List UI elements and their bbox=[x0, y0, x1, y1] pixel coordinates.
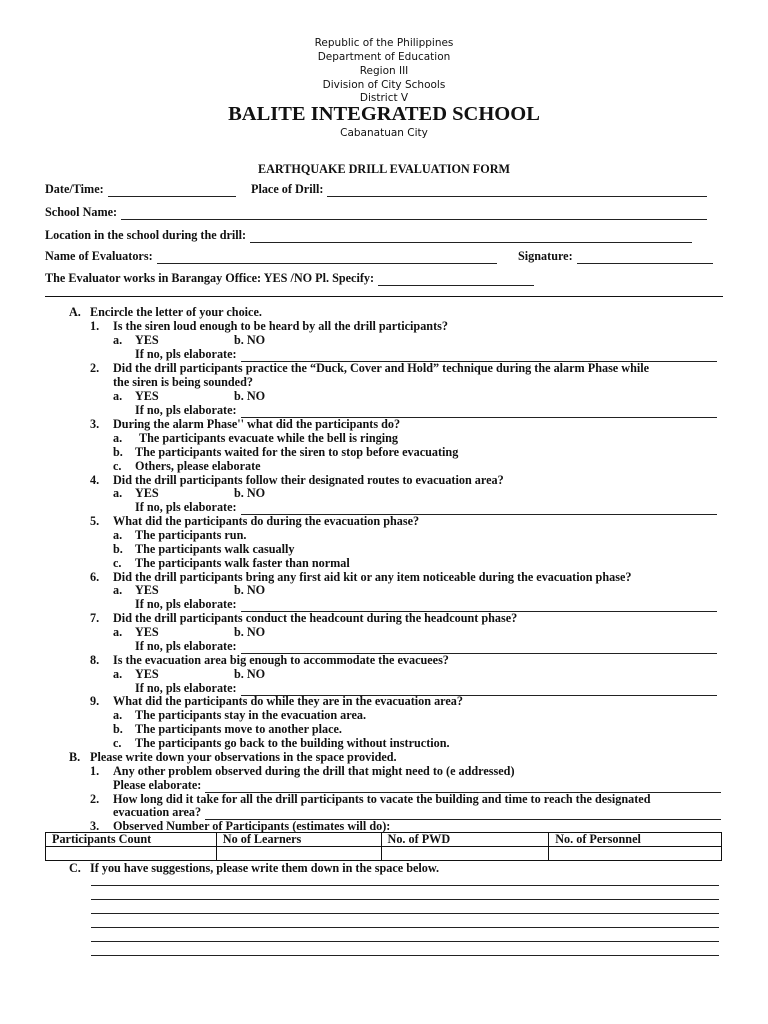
field-evaluators[interactable] bbox=[45, 249, 497, 264]
q5-option-c-letter[interactable]: c. bbox=[113, 556, 122, 570]
suggestion-line[interactable] bbox=[91, 927, 719, 928]
field-signature-line[interactable] bbox=[577, 252, 713, 264]
header-division: Division of City Schools bbox=[322, 79, 446, 91]
q5-option-b-letter[interactable]: b. bbox=[113, 542, 123, 556]
q2-option-no[interactable]: b. NO bbox=[234, 389, 266, 403]
field-school-name[interactable] bbox=[45, 205, 707, 220]
cell-no-of-pwd[interactable] bbox=[381, 847, 549, 861]
field-location[interactable] bbox=[45, 228, 692, 243]
field-evaluators-line[interactable] bbox=[157, 252, 497, 264]
section-a-title: Encircle the letter of your choice. bbox=[90, 305, 262, 319]
header-region: Region III bbox=[359, 65, 409, 77]
cell-participants-count[interactable] bbox=[46, 847, 217, 861]
form-title: EARTHQUAKE DRILL EVALUATION FORM bbox=[257, 162, 511, 176]
cell-no-of-personnel[interactable] bbox=[549, 847, 722, 861]
field-barangay-line[interactable] bbox=[378, 274, 534, 286]
q1-option-no[interactable]: b. NO bbox=[234, 333, 266, 347]
q9-option-b-letter[interactable]: b. bbox=[113, 722, 123, 736]
q4-elaborate[interactable] bbox=[135, 500, 717, 515]
q6-number: 6. bbox=[90, 570, 100, 584]
q7-option-no[interactable]: b. NO bbox=[234, 625, 266, 639]
field-school-name-label: School Name: bbox=[45, 205, 118, 219]
q8-option-no[interactable]: b. NO bbox=[234, 667, 266, 681]
q6-text: Did the drill participants bring any first aid kit or any item noticeable during the evacuation phase? bbox=[113, 570, 632, 584]
q2-text-line1: Did the drill participants practice the “Duck, Cover and Hold” technique during the alarm Phase while bbox=[113, 361, 650, 375]
q1-elaborate[interactable] bbox=[135, 347, 717, 362]
section-c-title: If you have suggestions, please write them down in the space below. bbox=[90, 861, 440, 875]
header-district: District V bbox=[359, 92, 409, 104]
section-c-marker: C. bbox=[69, 861, 81, 875]
suggestion-line[interactable] bbox=[91, 913, 719, 914]
q8-option-yes[interactable]: YES bbox=[135, 667, 159, 681]
b2-number: 2. bbox=[90, 792, 100, 806]
header-republic: Republic of the Philippines bbox=[314, 37, 454, 49]
b2-answer[interactable] bbox=[113, 805, 721, 820]
suggestion-line[interactable] bbox=[91, 885, 719, 886]
b1-elaborate-label: Please elaborate: bbox=[113, 778, 202, 792]
header-department: Department of Education bbox=[317, 51, 451, 63]
suggestion-line[interactable] bbox=[91, 899, 719, 900]
q8-number: 8. bbox=[90, 653, 100, 667]
q9-text: What did the participants do while they are in the evacuation area? bbox=[113, 694, 463, 708]
field-signature[interactable] bbox=[518, 249, 713, 264]
section-a-marker: A. bbox=[69, 305, 81, 319]
q7-elaborate-label: If no, pls elaborate: bbox=[135, 639, 237, 653]
q9-option-a[interactable]: The participants stay in the evacuation area. bbox=[135, 708, 366, 722]
b1-number: 1. bbox=[90, 764, 100, 778]
school-name-title: BALITE INTEGRATED SCHOOL bbox=[228, 103, 540, 125]
q7-number: 7. bbox=[90, 611, 100, 625]
q1-option-a-letter[interactable]: a. bbox=[113, 333, 123, 347]
field-barangay-label: The Evaluator works in Barangay Office: YES /NO Pl. Specify: bbox=[45, 271, 375, 285]
q3-option-c[interactable]: Others, please elaborate bbox=[135, 459, 261, 473]
q4-number: 4. bbox=[90, 473, 100, 487]
q4-option-no[interactable]: b. NO bbox=[234, 486, 266, 500]
q9-number: 9. bbox=[90, 694, 100, 708]
q7-elaborate[interactable] bbox=[135, 639, 717, 654]
section-b-title: Please write down your observations in the space provided. bbox=[90, 750, 397, 764]
q5-option-a[interactable]: The participants run. bbox=[135, 528, 247, 542]
suggestion-line[interactable] bbox=[91, 941, 719, 942]
q6-elaborate-label: If no, pls elaborate: bbox=[135, 597, 237, 611]
b1-elaborate[interactable] bbox=[113, 778, 721, 793]
field-place-label: Place of Drill: bbox=[251, 182, 324, 196]
q9-option-c-letter[interactable]: c. bbox=[113, 736, 122, 750]
field-location-label: Location in the school during the drill: bbox=[45, 228, 247, 242]
q3-option-b-letter[interactable]: b. bbox=[113, 445, 123, 459]
q2-elaborate[interactable] bbox=[135, 403, 717, 418]
q9-option-c[interactable]: The participants go back to the building without instruction. bbox=[135, 736, 450, 750]
b1-text: Any other problem observed during the drill that might need to (e addressed) bbox=[113, 764, 515, 778]
q2-number: 2. bbox=[90, 361, 100, 375]
q9-option-b[interactable]: The participants move to another place. bbox=[135, 722, 342, 736]
field-evaluators-label: Name of Evaluators: bbox=[45, 249, 153, 263]
col-no-of-personnel: No. of Personnel bbox=[549, 833, 722, 847]
q8-option-a-letter[interactable]: a. bbox=[113, 667, 123, 681]
field-date-time-line[interactable] bbox=[108, 185, 236, 197]
q3-number: 3. bbox=[90, 417, 100, 431]
q7-option-a-letter[interactable]: a. bbox=[113, 625, 123, 639]
q1-number: 1. bbox=[90, 319, 100, 333]
b2-text-line1: How long did it take for all the drill participants to vacate the building and time to reach the designated bbox=[113, 792, 651, 806]
q3-option-a[interactable]: The participants evacuate while the bell is ringing bbox=[139, 431, 398, 445]
q4-option-yes[interactable]: YES bbox=[135, 486, 159, 500]
q5-number: 5. bbox=[90, 514, 100, 528]
q4-option-a-letter[interactable]: a. bbox=[113, 486, 123, 500]
q2-option-a-letter[interactable]: a. bbox=[113, 389, 123, 403]
b3-number: 3. bbox=[90, 819, 100, 833]
q8-text: Is the evacuation area big enough to accommodate the evacuees? bbox=[113, 653, 449, 667]
suggestion-line[interactable] bbox=[91, 955, 719, 956]
field-date-time[interactable] bbox=[45, 182, 236, 197]
q5-option-c[interactable]: The participants walk faster than normal bbox=[135, 556, 350, 570]
section-divider bbox=[45, 296, 723, 297]
field-location-line[interactable] bbox=[250, 231, 692, 243]
q3-option-a-letter[interactable]: a. bbox=[113, 431, 123, 445]
col-no-of-pwd: No. of PWD bbox=[381, 833, 549, 847]
q3-text: During the alarm Phase'' what did the participants do? bbox=[113, 417, 401, 431]
q8-elaborate-label: If no, pls elaborate: bbox=[135, 681, 237, 695]
b3-text: Observed Number of Participants (estimates will do): bbox=[113, 819, 391, 833]
participants-table-input-row[interactable] bbox=[46, 847, 722, 861]
q1-elaborate-label: If no, pls elaborate: bbox=[135, 347, 237, 361]
q6-option-a-letter[interactable]: a. bbox=[113, 583, 123, 597]
b2-text-line2: evacuation area? bbox=[113, 805, 202, 819]
field-school-name-line[interactable] bbox=[121, 208, 707, 220]
participants-table-header-row bbox=[46, 833, 722, 847]
q5-option-a-letter[interactable]: a. bbox=[113, 528, 123, 542]
field-barangay[interactable] bbox=[45, 271, 534, 286]
q2-option-yes[interactable]: YES bbox=[135, 389, 159, 403]
field-date-time-label: Date/Time: bbox=[45, 182, 104, 196]
participants-table bbox=[45, 832, 722, 861]
q6-option-yes[interactable]: YES bbox=[135, 583, 159, 597]
q6-option-no[interactable]: b. NO bbox=[234, 583, 266, 597]
q1-option-yes[interactable]: YES bbox=[135, 333, 159, 347]
q4-text: Did the drill participants follow their designated routes to evacuation area? bbox=[113, 473, 504, 487]
field-place-of-drill[interactable] bbox=[251, 182, 707, 197]
cell-no-of-learners[interactable] bbox=[216, 847, 381, 861]
q1-text: Is the siren loud enough to be heard by all the drill participants? bbox=[113, 319, 448, 333]
q5-text: What did the participants do during the evacuation phase? bbox=[113, 514, 420, 528]
q2-text-line2: the siren is being sounded? bbox=[113, 375, 253, 389]
col-participants-count: Participants Count bbox=[46, 833, 217, 847]
q6-elaborate[interactable] bbox=[135, 597, 717, 612]
section-b-marker: B. bbox=[69, 750, 81, 764]
field-signature-label: Signature: bbox=[518, 249, 573, 263]
q7-option-yes[interactable]: YES bbox=[135, 625, 159, 639]
q2-elaborate-label: If no, pls elaborate: bbox=[135, 403, 237, 417]
q3-option-c-letter[interactable]: c. bbox=[113, 459, 122, 473]
header-city: Cabanatuan City bbox=[340, 127, 428, 139]
col-no-of-learners: No of Learners bbox=[216, 833, 381, 847]
q7-text: Did the drill participants conduct the headcount during the headcount phase? bbox=[113, 611, 518, 625]
q5-option-b[interactable]: The participants walk casually bbox=[135, 542, 295, 556]
q9-option-a-letter[interactable]: a. bbox=[113, 708, 123, 722]
q3-option-b[interactable]: The participants waited for the siren to stop before evacuating bbox=[135, 445, 459, 459]
field-place-line[interactable] bbox=[327, 185, 707, 197]
q4-elaborate-label: If no, pls elaborate: bbox=[135, 500, 237, 514]
